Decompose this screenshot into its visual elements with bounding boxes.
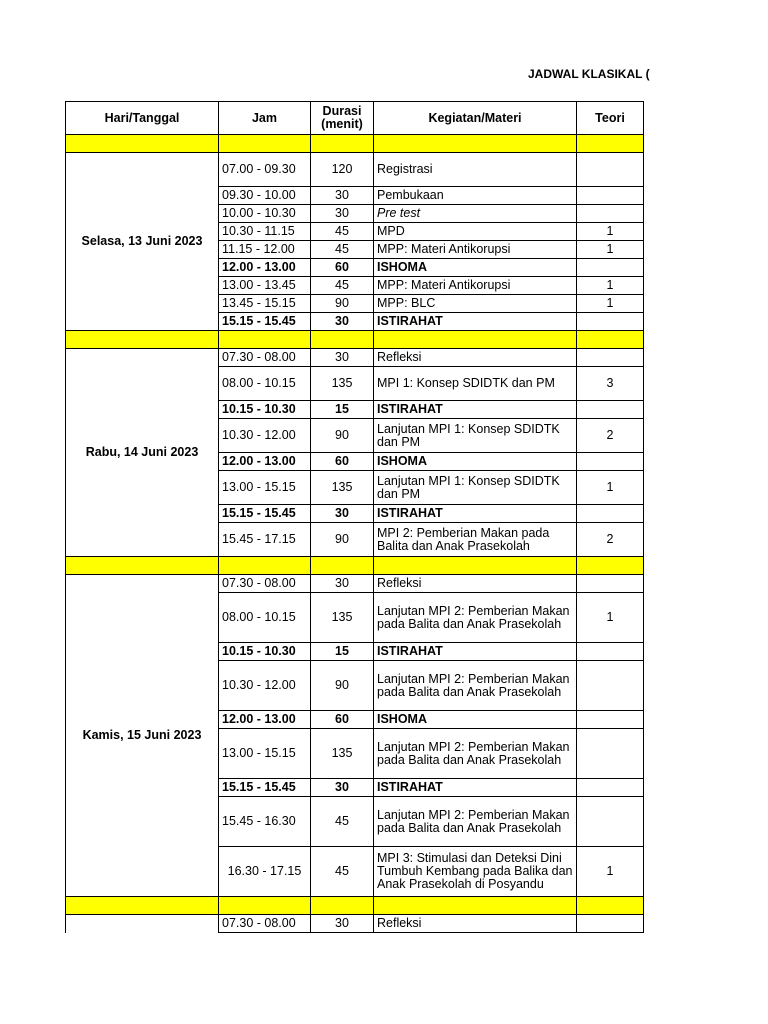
durasi-cell: 30 — [311, 575, 374, 593]
day-separator — [66, 897, 644, 915]
durasi-cell: 30 — [311, 505, 374, 523]
jam-cell: 10.00 - 10.30 — [219, 205, 311, 223]
day-separator — [66, 135, 644, 153]
kegiatan-cell: MPD — [374, 223, 577, 241]
kegiatan-cell: ISHOMA — [374, 711, 577, 729]
jam-cell: 16.30 - 17.15 — [219, 847, 311, 897]
durasi-cell: 15 — [311, 643, 374, 661]
durasi-cell: 60 — [311, 259, 374, 277]
teori-cell — [577, 575, 644, 593]
jam-cell: 10.30 - 12.00 — [219, 661, 311, 711]
kegiatan-cell: Refleksi — [374, 349, 577, 367]
table-row — [66, 575, 644, 593]
kegiatan-cell: ISTIRAHAT — [374, 643, 577, 661]
kegiatan-cell: Lanjutan MPI 1: Konsep SDIDTK dan PM — [374, 419, 577, 453]
jam-cell: 15.15 - 15.45 — [219, 505, 311, 523]
header-kegiatan: Kegiatan/Materi — [374, 102, 577, 135]
teori-cell: 1 — [577, 277, 644, 295]
jam-cell: 10.30 - 11.15 — [219, 223, 311, 241]
kegiatan-cell: MPP: Materi Antikorupsi — [374, 241, 577, 259]
day-label: Selasa, 13 Juni 2023 — [66, 153, 219, 331]
durasi-cell: 90 — [311, 523, 374, 557]
teori-cell: 2 — [577, 419, 644, 453]
kegiatan-cell: ISTIRAHAT — [374, 505, 577, 523]
durasi-cell: 60 — [311, 711, 374, 729]
teori-cell — [577, 153, 644, 187]
header-jam: Jam — [219, 102, 311, 135]
jam-cell: 13.45 - 15.15 — [219, 295, 311, 313]
teori-cell — [577, 711, 644, 729]
jam-cell: 10.30 - 12.00 — [219, 419, 311, 453]
durasi-cell: 60 — [311, 453, 374, 471]
teori-cell — [577, 313, 644, 331]
teori-cell — [577, 915, 644, 933]
header-teori: Teori — [577, 102, 644, 135]
teori-cell: 1 — [577, 241, 644, 259]
kegiatan-cell: MPP: Materi Antikorupsi — [374, 277, 577, 295]
kegiatan-cell: Lanjutan MPI 2: Pemberian Makan pada Balita dan Anak Prasekolah — [374, 593, 577, 643]
jam-cell: 09.30 - 10.00 — [219, 187, 311, 205]
durasi-cell: 90 — [311, 295, 374, 313]
kegiatan-cell: MPI 3: Stimulasi dan Deteksi Dini Tumbuh Kembang pada Balika dan Anak Prasekolah di Posyandu — [374, 847, 577, 897]
durasi-cell: 45 — [311, 277, 374, 295]
teori-cell — [577, 187, 644, 205]
teori-cell: 2 — [577, 523, 644, 557]
table-row — [66, 915, 644, 933]
kegiatan-cell: MPI 2: Pemberian Makan pada Balita dan Anak Prasekolah — [374, 523, 577, 557]
jam-cell: 10.15 - 10.30 — [219, 643, 311, 661]
durasi-cell: 30 — [311, 187, 374, 205]
durasi-cell: 135 — [311, 367, 374, 401]
kegiatan-cell: Lanjutan MPI 1: Konsep SDIDTK dan PM — [374, 471, 577, 505]
durasi-cell: 45 — [311, 797, 374, 847]
durasi-cell: 120 — [311, 153, 374, 187]
durasi-cell: 30 — [311, 313, 374, 331]
kegiatan-cell: Refleksi — [374, 575, 577, 593]
kegiatan-cell: MPI 1: Konsep SDIDTK dan PM — [374, 367, 577, 401]
teori-cell: 3 — [577, 367, 644, 401]
page-title: JADWAL KLASIKAL ( — [528, 67, 650, 81]
day-label: Rabu, 14 Juni 2023 — [66, 349, 219, 557]
durasi-cell: 135 — [311, 729, 374, 779]
durasi-cell: 45 — [311, 241, 374, 259]
jam-cell: 13.00 - 13.45 — [219, 277, 311, 295]
jam-cell: 12.00 - 13.00 — [219, 259, 311, 277]
teori-cell: 1 — [577, 593, 644, 643]
schedule-table — [65, 101, 644, 933]
jam-cell: 15.45 - 17.15 — [219, 523, 311, 557]
teori-cell — [577, 797, 644, 847]
kegiatan-cell: Lanjutan MPI 2: Pemberian Makan pada Balita dan Anak Prasekolah — [374, 729, 577, 779]
durasi-cell: 135 — [311, 593, 374, 643]
teori-cell: 1 — [577, 471, 644, 505]
durasi-cell: 30 — [311, 349, 374, 367]
kegiatan-cell: ISTIRAHAT — [374, 779, 577, 797]
jam-cell: 13.00 - 15.15 — [219, 471, 311, 505]
kegiatan-cell: ISHOMA — [374, 259, 577, 277]
table-row — [66, 153, 644, 187]
durasi-cell: 90 — [311, 419, 374, 453]
teori-cell: 1 — [577, 847, 644, 897]
durasi-cell: 90 — [311, 661, 374, 711]
teori-cell: 1 — [577, 223, 644, 241]
jam-cell: 11.15 - 12.00 — [219, 241, 311, 259]
teori-cell: 1 — [577, 295, 644, 313]
kegiatan-cell: ISHOMA — [374, 453, 577, 471]
jam-cell: 08.00 - 10.15 — [219, 367, 311, 401]
day-label: Kamis, 15 Juni 2023 — [66, 575, 219, 897]
header-durasi-line2: (menit) — [321, 117, 363, 131]
kegiatan-cell: ISTIRAHAT — [374, 313, 577, 331]
day-label — [66, 915, 219, 933]
teori-cell — [577, 779, 644, 797]
header-hari: Hari/Tanggal — [66, 102, 219, 135]
jam-cell: 12.00 - 13.00 — [219, 711, 311, 729]
kegiatan-cell: Refleksi — [374, 915, 577, 933]
kegiatan-cell: Lanjutan MPI 2: Pemberian Makan pada Balita dan Anak Prasekolah — [374, 797, 577, 847]
teori-cell — [577, 453, 644, 471]
jam-cell: 07.30 - 08.00 — [219, 349, 311, 367]
teori-cell — [577, 643, 644, 661]
durasi-cell: 15 — [311, 401, 374, 419]
header-row — [66, 102, 644, 135]
kegiatan-cell: Registrasi — [374, 153, 577, 187]
day-separator — [66, 557, 644, 575]
kegiatan-cell: ISTIRAHAT — [374, 401, 577, 419]
jam-cell: 15.15 - 15.45 — [219, 313, 311, 331]
durasi-cell: 30 — [311, 915, 374, 933]
kegiatan-cell: MPP: BLC — [374, 295, 577, 313]
jam-cell: 12.00 - 13.00 — [219, 453, 311, 471]
kegiatan-cell: Pre test — [374, 205, 577, 223]
jam-cell: 15.45 - 16.30 — [219, 797, 311, 847]
jam-cell: 07.30 - 08.00 — [219, 575, 311, 593]
jam-cell: 07.00 - 09.30 — [219, 153, 311, 187]
kegiatan-cell: Lanjutan MPI 2: Pemberian Makan pada Balita dan Anak Prasekolah — [374, 661, 577, 711]
jam-cell: 07.30 - 08.00 — [219, 915, 311, 933]
durasi-cell: 30 — [311, 779, 374, 797]
durasi-cell: 135 — [311, 471, 374, 505]
kegiatan-cell: Pembukaan — [374, 187, 577, 205]
jam-cell: 15.15 - 15.45 — [219, 779, 311, 797]
teori-cell — [577, 205, 644, 223]
durasi-cell: 30 — [311, 205, 374, 223]
jam-cell: 13.00 - 15.15 — [219, 729, 311, 779]
header-durasi-line1: Durasi — [322, 104, 362, 118]
header-durasi — [311, 102, 374, 135]
teori-cell — [577, 505, 644, 523]
teori-cell — [577, 259, 644, 277]
day-separator — [66, 331, 644, 349]
jam-cell: 08.00 - 10.15 — [219, 593, 311, 643]
durasi-cell: 45 — [311, 223, 374, 241]
teori-cell — [577, 349, 644, 367]
teori-cell — [577, 401, 644, 419]
table-row — [66, 349, 644, 367]
teori-cell — [577, 661, 644, 711]
durasi-cell: 45 — [311, 847, 374, 897]
jam-cell: 10.15 - 10.30 — [219, 401, 311, 419]
teori-cell — [577, 729, 644, 779]
